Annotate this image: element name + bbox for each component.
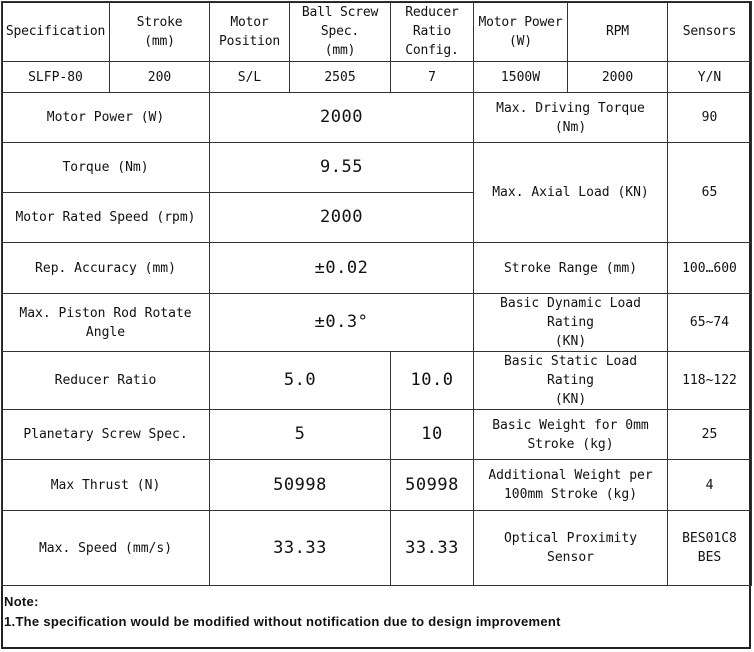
table-row (2, 243, 752, 294)
row-label-motor-power: Motor Power (W) (2, 93, 210, 143)
row-label-reducer-ratio: Reducer Ratio (2, 352, 210, 410)
row-value-rated-speed: 2000 (210, 193, 474, 243)
value-motor-power: 1500W (474, 62, 568, 93)
row-rlabel-dynamic-load: Basic Dynamic Load Rating (KN) (474, 294, 668, 352)
value-rpm: 2000 (568, 62, 668, 93)
row-value-max-thrust-2: 50998 (391, 460, 474, 511)
row-value-max-speed-1: 33.33 (210, 511, 391, 586)
row-label-max-thrust: Max Thrust (N) (2, 460, 210, 511)
row-rvalue-basic-weight: 25 (668, 410, 752, 460)
header-motor-power: Motor Power (W) (474, 2, 568, 62)
row-rlabel-driving-torque: Max. Driving Torque (Nm) (474, 93, 668, 143)
header-sensors: Sensors (668, 2, 752, 62)
row-rlabel-additional-weight: Additional Weight per 100mm Stroke (kg) (474, 460, 668, 511)
row-rvalue-driving-torque: 90 (668, 93, 752, 143)
row-label-rated-speed: Motor Rated Speed (rpm) (2, 193, 210, 243)
values-row (2, 62, 752, 93)
row-rvalue-static-load: 118~122 (668, 352, 752, 410)
table-row (2, 352, 752, 410)
row-rlabel-proximity-sensor: Optical Proximity Sensor (474, 511, 668, 586)
row-label-torque: Torque (Nm) (2, 143, 210, 193)
value-reducer-ratio: 7 (391, 62, 474, 93)
header-specification: Specification (2, 2, 110, 62)
value-specification: SLFP-80 (2, 62, 110, 93)
note-section (4, 592, 561, 632)
row-rvalue-additional-weight: 4 (668, 460, 752, 511)
table-row (2, 294, 752, 352)
table-row (2, 460, 752, 511)
row-label-accuracy: Rep. Accuracy (mm) (2, 243, 210, 294)
row-value-piston-angle: ±0.3° (210, 294, 474, 352)
row-rlabel-stroke-range: Stroke Range (mm) (474, 243, 668, 294)
row-value-max-speed-2: 33.33 (391, 511, 474, 586)
row-value-accuracy: ±0.02 (210, 243, 474, 294)
row-rvalue-proximity-sensor: BES01C8 BES (668, 511, 752, 586)
note-title: Note: (4, 594, 39, 609)
row-rvalue-stroke-range: 100…600 (668, 243, 752, 294)
row-value-max-thrust-1: 50998 (210, 460, 391, 511)
row-rvalue-dynamic-load: 65~74 (668, 294, 752, 352)
table-row (2, 410, 752, 460)
row-rlabel-basic-weight: Basic Weight for 0mm Stroke (kg) (474, 410, 668, 460)
value-sensors: Y/N (668, 62, 752, 93)
row-value-motor-power: 2000 (210, 93, 474, 143)
note-line-1: 1.The specification would be modified without notification due to design improvement (4, 614, 561, 629)
value-motor-position: S/L (210, 62, 290, 93)
header-ball-screw: Ball Screw Spec. (mm) (290, 2, 391, 62)
row-value-reducer-ratio-1: 5.0 (210, 352, 391, 410)
header-rpm: RPM (568, 2, 668, 62)
row-label-piston-angle: Max. Piston Rod Rotate Angle (2, 294, 210, 352)
table-row (2, 93, 752, 143)
header-motor-position: Motor Position (210, 2, 290, 62)
row-label-max-speed: Max. Speed (mm/s) (2, 511, 210, 586)
header-reducer-ratio: Reducer Ratio Config. (391, 2, 474, 62)
row-rlabel-static-load: Basic Static Load Rating (KN) (474, 352, 668, 410)
row-value-torque: 9.55 (210, 143, 474, 193)
row-rvalue-axial-load: 65 (668, 143, 752, 243)
header-row (2, 2, 752, 62)
table-row (2, 511, 752, 586)
row-label-planetary-screw: Planetary Screw Spec. (2, 410, 210, 460)
row-rlabel-axial-load: Max. Axial Load (KN) (474, 143, 668, 243)
value-ball-screw: 2505 (290, 62, 391, 93)
row-value-planetary-screw-1: 5 (210, 410, 391, 460)
row-value-planetary-screw-2: 10 (391, 410, 474, 460)
value-stroke: 200 (110, 62, 210, 93)
spec-table (1, 1, 752, 586)
row-value-reducer-ratio-2: 10.0 (391, 352, 474, 410)
table-row (2, 143, 752, 193)
header-stroke: Stroke (mm) (110, 2, 210, 62)
